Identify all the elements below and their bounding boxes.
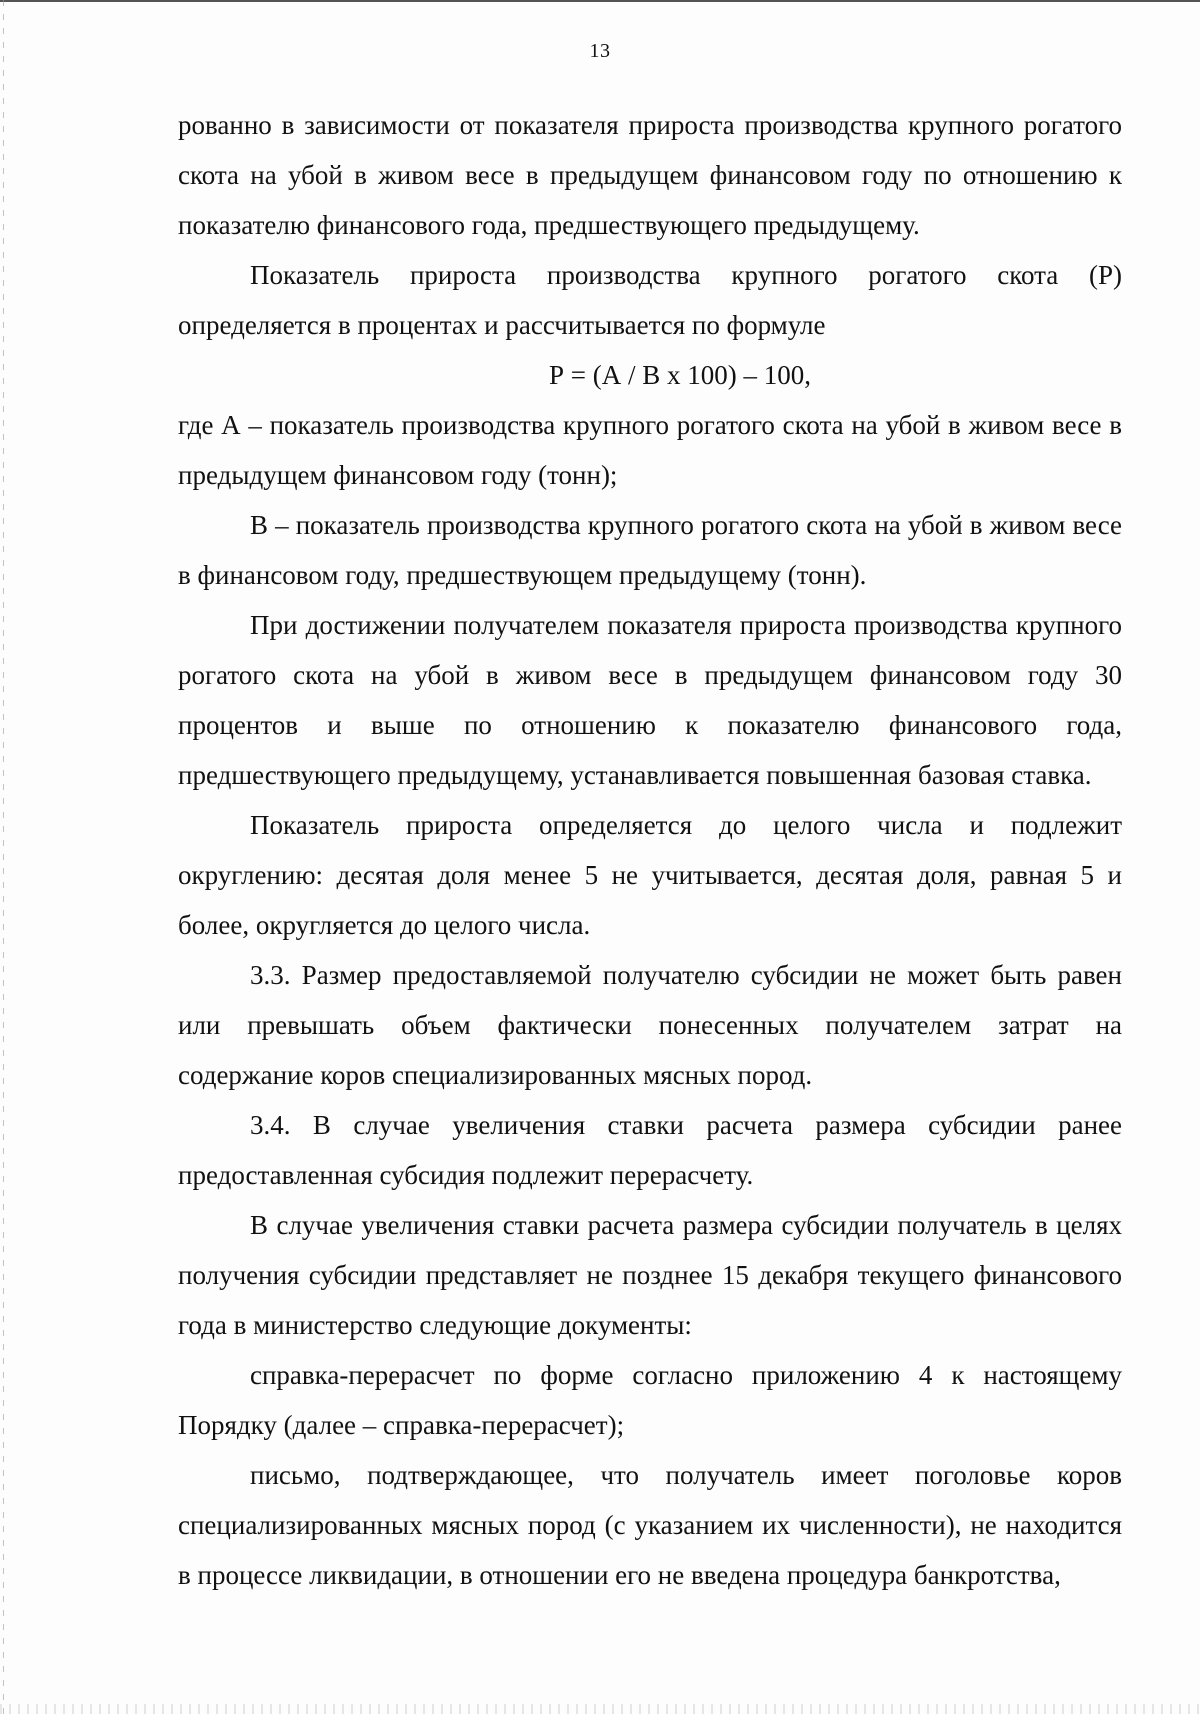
paragraph-continuation: рованно в зависимости от показателя прироста производства крупного рогатого скота на убой в живом весе в предыдущем финансовом году по отношению к показателю финансового года, предшествующего предыдущему. <box>178 110 1122 240</box>
paragraph-confirmation-letter: письмо, подтверждающее, что получатель имеет поголовье коров специализированных мясных пород (с указанием их численности), не находится в процессе ликвидации, в отношении его не введена процедура банкротства, <box>178 1460 1122 1590</box>
paragraph-increased-rate: При достижении получателем показателя прироста производства крупного рогатого скота на убой в живом весе в предыдущем финансовом году 30 процентов и выше по отношению к показателю финансового года, предшествующего предыдущему, устанавливается повышенная базовая ставка. <box>178 610 1122 790</box>
bottom-scan-noise <box>0 1704 1200 1714</box>
paragraph-section-3-3: 3.3. Размер предоставляемой получателю субсидии не может быть равен или превышать объем фактически понесенных получателем затрат на содержание коров специализированных мясных пород. <box>178 960 1122 1090</box>
left-margin-line <box>3 0 4 1714</box>
paragraph-recalculation-certificate: справка-перерасчет по форме согласно приложению 4 к настоящему Порядку (далее – справка-перерасчет); <box>178 1360 1122 1440</box>
paragraph-variable-a: где А – показатель производства крупного рогатого скота на убой в живом весе в предыдущем финансовом году (тонн); <box>178 410 1122 490</box>
formula: Р = (А / В х 100) – 100, <box>549 360 811 390</box>
paragraph-variable-b: В – показатель производства крупного рогатого скота на убой в живом весе в финансовом году, предшествующем предыдущему (тонн). <box>178 510 1122 590</box>
paragraph-recalculation-documents: В случае увеличения ставки расчета размера субсидии получатель в целях получения субсидии представляет не позднее 15 декабря текущего финансового года в министерство следующие документы: <box>178 1210 1122 1340</box>
document-body <box>178 100 1122 1600</box>
top-edge-line <box>0 0 1200 2</box>
page-number: 13 <box>589 40 611 62</box>
paragraph-rounding-rule: Показатель прироста определяется до целого числа и подлежит округлению: десятая доля менее 5 не учитывается, десятая доля, равная 5 и более, округляется до целого числа. <box>178 810 1122 940</box>
paragraph-section-3-4: 3.4. В случае увеличения ставки расчета размера субсидии ранее предоставленная субсидия подлежит перерасчету. <box>178 1110 1122 1190</box>
paragraph-growth-indicator-definition: Показатель прироста производства крупного рогатого скота (Р) определяется в процентах и рассчитывается по формуле <box>178 260 1122 340</box>
